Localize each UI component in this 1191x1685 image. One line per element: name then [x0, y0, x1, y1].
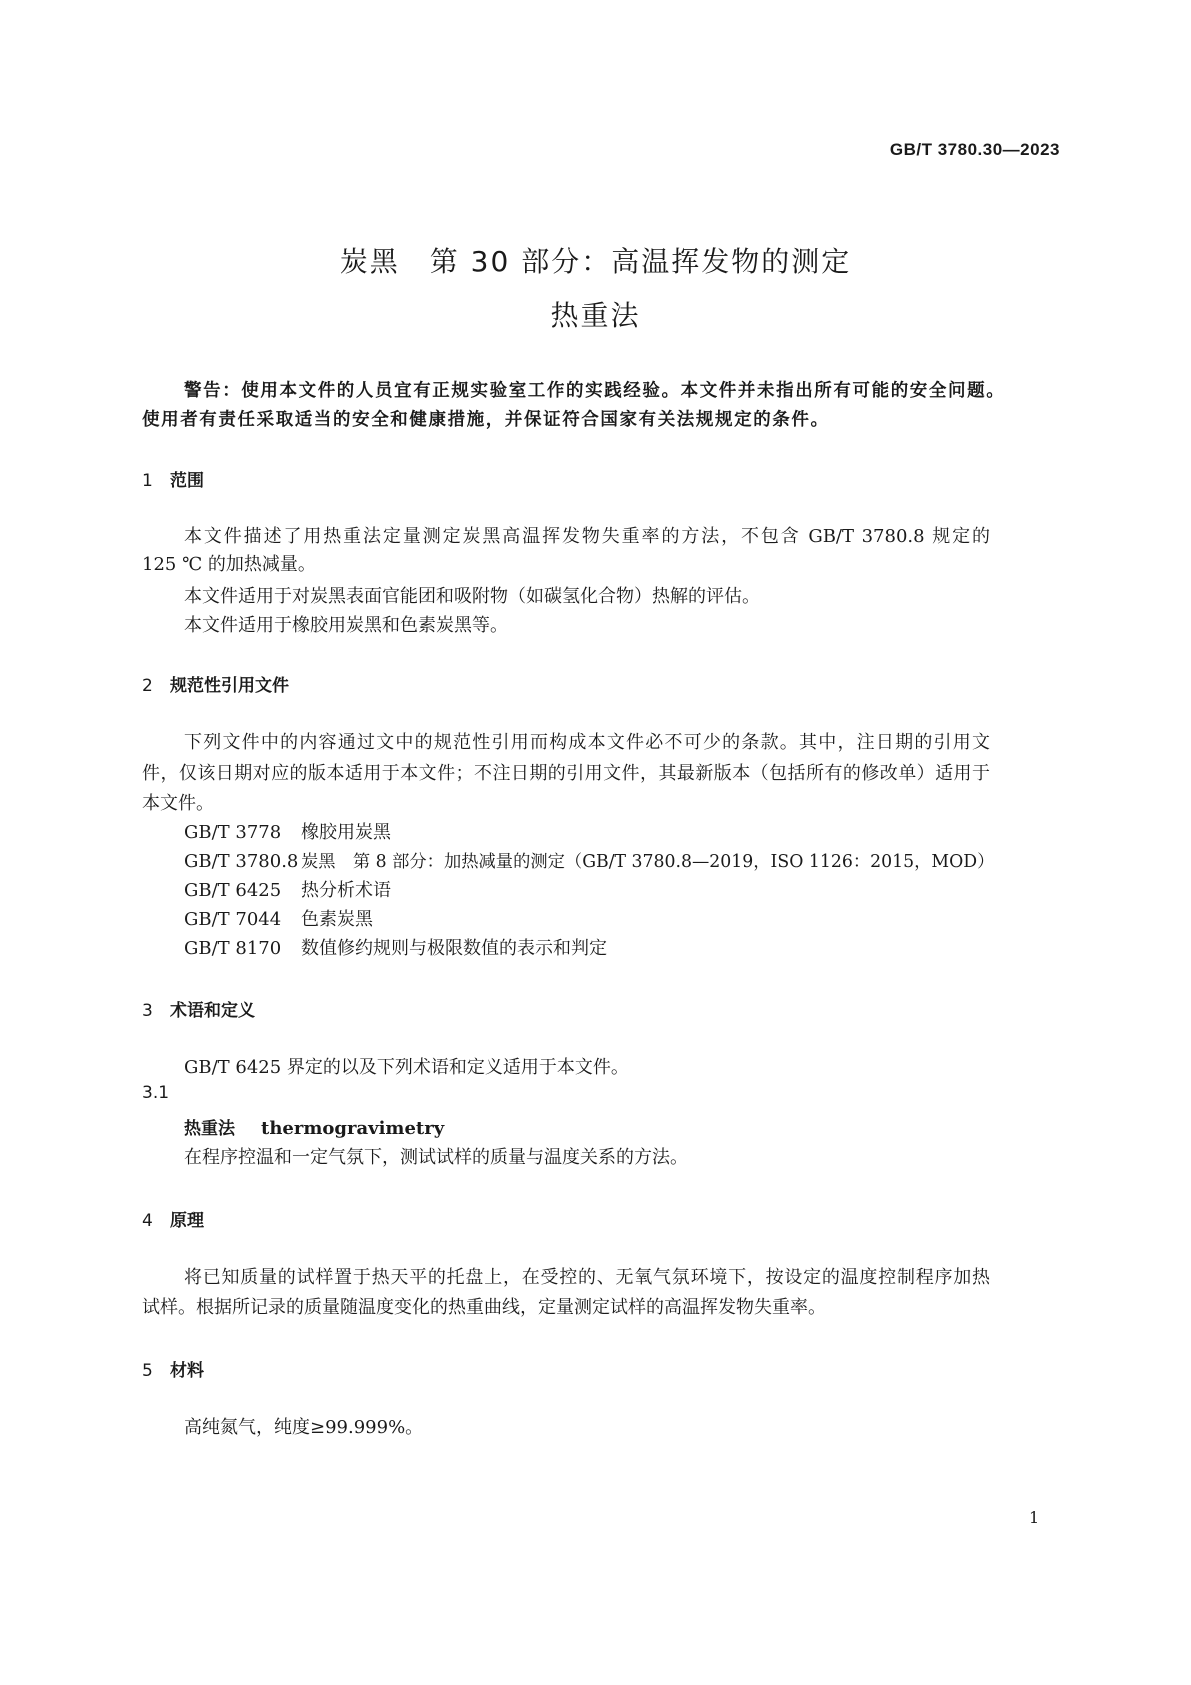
section-number: 5	[142, 1361, 153, 1381]
reference-title: 热分析术语	[301, 880, 391, 901]
term-chinese: 热重法	[184, 1119, 235, 1139]
section-title: 原理	[170, 1211, 204, 1231]
warning-line1: 警告：使用本文件的人员宜有正规实验室工作的实践经验。本文件并未指出所有可能的安全问题。	[184, 381, 1006, 401]
reference-title: 色素炭黑	[301, 909, 373, 930]
reference-title: 炭黑 第 8 部分：加热减量的测定（GB/T 3780.8—2019，ISO 1126：2015，MOD）	[301, 852, 995, 872]
references-paragraph-line3: 本文件。	[142, 793, 214, 814]
section-3-heading	[142, 996, 255, 1021]
term-english: thermogravimetry	[261, 1118, 445, 1139]
scope-paragraph-line2: 125 ℃ 的加热减量。	[142, 554, 316, 575]
title-main: 炭黑	[339, 245, 400, 278]
reference-code: GB/T 6425	[184, 880, 282, 901]
reference-item	[184, 934, 607, 960]
reference-title: 橡胶用炭黑	[301, 822, 391, 843]
terms-intro: GB/T 6425 界定的以及下列术语和定义适用于本文件。	[184, 1057, 629, 1078]
section-number: 4	[142, 1211, 153, 1231]
reference-code: GB/T 3780.8	[184, 851, 299, 872]
document-title-line1	[0, 240, 1191, 280]
reference-item	[184, 818, 391, 844]
references-paragraph-line1: 下列文件中的内容通过文中的规范性引用而构成本文件必不可少的条款。其中，注日期的引用文	[184, 732, 990, 753]
section-4-heading	[142, 1206, 204, 1231]
section-number: 2	[142, 676, 153, 696]
reference-code: GB/T 8170	[184, 938, 282, 959]
term-number: 3.1	[142, 1083, 170, 1103]
materials-line1: 高纯氮气，纯度≥99.999%。	[184, 1417, 424, 1438]
document-title-line2: 热重法	[550, 299, 641, 332]
scope-paragraph-3: 本文件适用于橡胶用炭黑和色素炭黑等。	[184, 615, 508, 636]
scope-paragraph-2: 本文件适用于对炭黑表面官能团和吸附物（如碳氢化合物）热解的评估。	[184, 586, 760, 607]
section-number: 3	[142, 1001, 153, 1021]
reference-item	[184, 847, 994, 872]
section-1-heading	[142, 466, 204, 491]
term-entry	[184, 1114, 444, 1139]
references-paragraph-line2: 件，仅该日期对应的版本适用于本文件；不注日期的引用文件，其最新版本（包括所有的修改单）适用于	[142, 763, 990, 784]
section-number: 1	[142, 471, 153, 491]
section-5-heading	[142, 1356, 204, 1381]
reference-item	[184, 876, 391, 902]
section-title: 范围	[170, 471, 204, 491]
page-number: 1	[1029, 1508, 1040, 1527]
term-definition: 在程序控温和一定气氛下，测试试样的质量与温度关系的方法。	[184, 1147, 688, 1168]
section-2-heading	[142, 671, 289, 696]
reference-code: GB/T 7044	[184, 909, 282, 930]
reference-title: 数值修约规则与极限数值的表示和判定	[301, 938, 607, 959]
standard-number: GB/T 3780.30—2023	[889, 140, 1060, 159]
principle-line2: 试样。根据所记录的质量随温度变化的热重曲线，定量测定试样的高温挥发物失重率。	[142, 1297, 826, 1318]
section-title: 规范性引用文件	[170, 676, 289, 696]
principle-line1: 将已知质量的试样置于热天平的托盘上，在受控的、无氧气氛环境下，按设定的温度控制程序加热	[184, 1267, 990, 1288]
reference-item	[184, 905, 373, 931]
section-title: 术语和定义	[170, 1001, 255, 1021]
title-part: 第 30 部分：高温挥发物的测定	[429, 245, 852, 278]
section-title: 材料	[170, 1361, 204, 1381]
warning-line2: 使用者有责任采取适当的安全和健康措施，并保证符合国家有关法规规定的条件。	[142, 410, 830, 430]
reference-code: GB/T 3778	[184, 822, 282, 843]
scope-paragraph-line1: 本文件描述了用热重法定量测定炭黑高温挥发物失重率的方法，不包含 GB/T 3780.8 规定的	[184, 526, 990, 547]
